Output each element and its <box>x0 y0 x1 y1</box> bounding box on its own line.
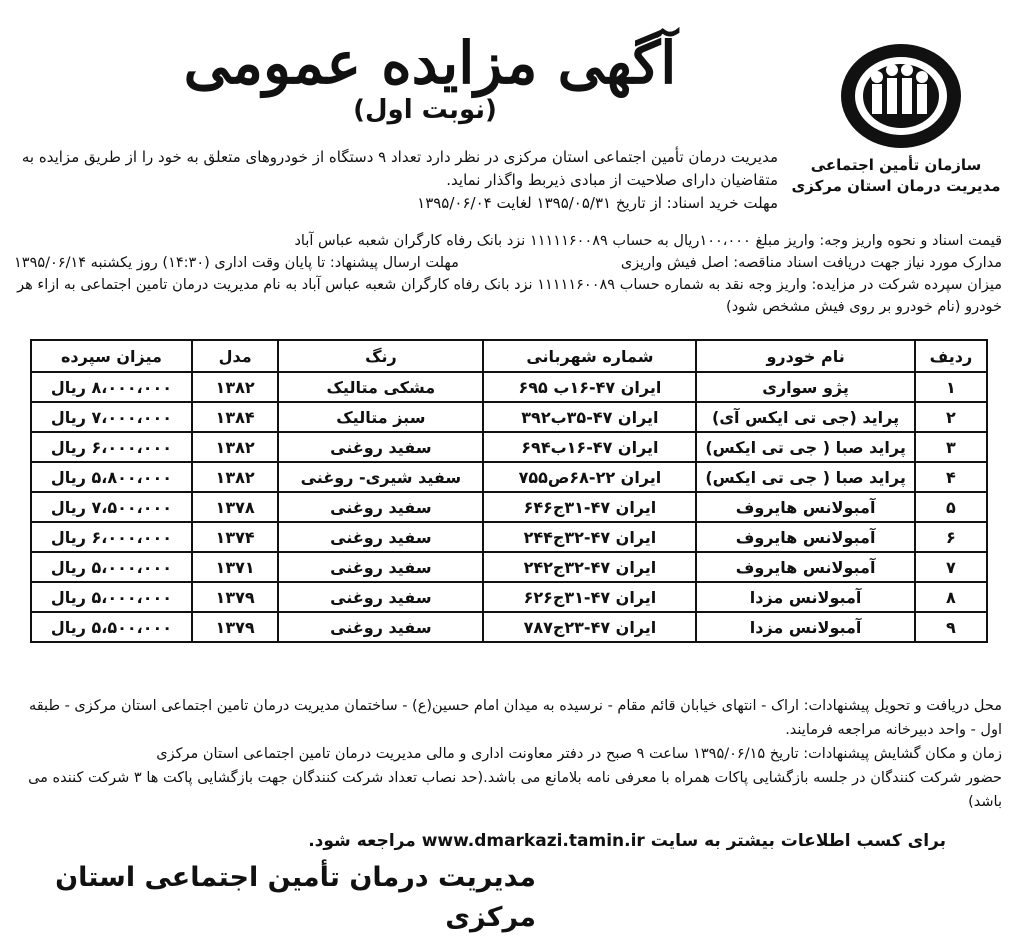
cell-color: سفید روغنی <box>278 582 483 612</box>
cell-row-number: ۵ <box>915 492 987 522</box>
required-documents: مدارک مورد نیاز جهت دریافت اسناد مناقصه: اصل فیش واریزی <box>620 255 1002 271</box>
table-row <box>31 522 987 552</box>
cell-deposit: ۵،۸۰۰،۰۰۰ ریال <box>31 462 192 492</box>
cell-row-number: ۷ <box>915 552 987 582</box>
signature: مدیریت درمان تأمین اجتماعی استان مرکزی <box>55 862 536 933</box>
submission-deadline: مهلت ارسال پیشنهاد: تا پایان وقت اداری (۱۴:۳۰) روز یکشنبه ۱۳۹۵/۰۶/۱۴ <box>14 255 459 271</box>
details-section <box>14 230 1002 318</box>
cell-row-number: ۴ <box>915 462 987 492</box>
cell-plate-number: ایران ۴۷-۳۲ج۲۴۲ <box>483 552 696 582</box>
cell-vehicle-name: پژو سواری <box>696 372 915 402</box>
cell-row-number: ۱ <box>915 372 987 402</box>
attendance-note: حضور شرکت کنندگان در جلسه بازگشایی پاکات همراه با معرفی نامه بلامانع می باشد.(حد نصاب تعداد شرکت کنندگان جهت بازگشایی پاکت ها ۳ شرکت کننده می باشد) <box>28 770 1002 810</box>
header-row-number: ردیف <box>915 340 987 372</box>
cell-row-number: ۳ <box>915 432 987 462</box>
table-row <box>31 372 987 402</box>
notice-title: آگهی مزایده عمومی <box>183 29 677 97</box>
cell-model: ۱۳۷۹ <box>192 582 278 612</box>
footer-section <box>14 694 1002 814</box>
cell-model: ۱۳۸۴ <box>192 402 278 432</box>
cell-vehicle-name: آمبولانس مزدا <box>696 612 915 642</box>
cell-color: سفید روغنی <box>278 552 483 582</box>
cell-vehicle-name: آمبولانس هایروف <box>696 492 915 522</box>
org-line-1: سازمان تأمین اجتماعی <box>810 156 982 174</box>
delivery-location: محل دریافت و تحویل پیشنهادات: اراک - انتهای خیابان قائم مقام - نرسیده به میدان امام حسین(ع) - ساختمان مدیریت درمان تامین اجتماعی استان مرکزی - طبقه اول - واحد دبیرخانه مراجعه فرمایند. <box>28 698 1002 738</box>
cell-vehicle-name: آمبولانس هایروف <box>696 522 915 552</box>
cell-vehicle-name: پراید صبا ( جی تی ایکس) <box>696 432 915 462</box>
cell-vehicle-name: پراید صبا ( جی تی ایکس) <box>696 462 915 492</box>
cell-plate-number: ایران ۴۷-۳۲ج۲۴۴ <box>483 522 696 552</box>
cell-deposit: ۵،۰۰۰،۰۰۰ ریال <box>31 582 192 612</box>
cell-color: سبز متالیک <box>278 402 483 432</box>
cell-deposit: ۸،۰۰۰،۰۰۰ ریال <box>31 372 192 402</box>
table-row <box>31 402 987 432</box>
table-row <box>31 612 987 642</box>
deposit-info: میزان سپرده شرکت در مزایده: واریز وجه نقد به شماره حساب ۱۱۱۱۱۶۰۰۸۹ نزد بانک رفاه کارگران شعبه عباس آباد به نام مدیریت درمان تامین اجتماعی به ازاء هر خودرو (نام خودرو بر روی فیش مشخص شود) <box>17 277 1002 315</box>
cell-plate-number: ایران ۴۷-۱۶ب ۶۹۵ <box>483 372 696 402</box>
notice-subtitle: (نوبت اول) <box>353 95 497 125</box>
cell-vehicle-name: پراید (جی تی ایکس آی) <box>696 402 915 432</box>
vehicles-table <box>30 339 988 643</box>
cell-color: سفید روغنی <box>278 522 483 552</box>
cell-row-number: ۶ <box>915 522 987 552</box>
cell-plate-number: ایران ۴۷-۳۱ج۶۴۶ <box>483 492 696 522</box>
header-model: مدل <box>192 340 278 372</box>
cell-plate-number: ایران ۴۷-۳۵ب۳۹۲ <box>483 402 696 432</box>
cell-plate-number: ایران ۴۷-۱۶ب۶۹۴ <box>483 432 696 462</box>
document-price: قیمت اسناد و نحوه واریز وجه: واریز مبلغ ۱۰۰،۰۰۰ریال به حساب ۱۱۱۱۱۶۰۰۸۹ نزد بانک رفاه کارگران شعبه عباس آباد <box>294 233 1002 249</box>
cell-color: سفید روغنی <box>278 492 483 522</box>
cell-row-number: ۲ <box>915 402 987 432</box>
header-vehicle-name: نام خودرو <box>696 340 915 372</box>
cell-vehicle-name: آمبولانس هایروف <box>696 552 915 582</box>
tamin-ejtemaei-logo-icon <box>836 40 966 152</box>
cell-deposit: ۵،۵۰۰،۰۰۰ ریال <box>31 612 192 642</box>
cell-color: سفید روغنی <box>278 612 483 642</box>
cell-row-number: ۹ <box>915 612 987 642</box>
cell-model: ۱۳۸۲ <box>192 432 278 462</box>
cell-deposit: ۷،۵۰۰،۰۰۰ ریال <box>31 492 192 522</box>
cell-model: ۱۳۸۲ <box>192 372 278 402</box>
cell-plate-number: ایران ۴۷-۳۱ج۶۲۶ <box>483 582 696 612</box>
cell-deposit: ۶،۰۰۰،۰۰۰ ریال <box>31 432 192 462</box>
org-line-2: مدیریت درمان استان مرکزی <box>791 177 1001 195</box>
header-color: رنگ <box>278 340 483 372</box>
cell-color: مشکی متالیک <box>278 372 483 402</box>
cell-model: ۱۳۷۱ <box>192 552 278 582</box>
cell-plate-number: ایران ۴۷-۲۳ج۷۸۷ <box>483 612 696 642</box>
table-row <box>31 462 987 492</box>
opening-time: زمان و مکان گشایش پیشنهادات: تاریخ ۱۳۹۵/۰۶/۱۵ ساعت ۹ صبح در دفتر معاونت اداری و مالی مدیریت درمان تامین اجتماعی استان مرکزی <box>156 746 1002 762</box>
cell-color: سفید روغنی <box>278 432 483 462</box>
cell-color: سفید شیری- روغنی <box>278 462 483 492</box>
cell-deposit: ۶،۰۰۰،۰۰۰ ریال <box>31 522 192 552</box>
cell-deposit: ۵،۰۰۰،۰۰۰ ریال <box>31 552 192 582</box>
cell-deposit: ۷،۰۰۰،۰۰۰ ریال <box>31 402 192 432</box>
table-header-row <box>31 340 987 372</box>
cell-model: ۱۳۸۲ <box>192 462 278 492</box>
table-row <box>31 492 987 522</box>
header-deposit: میزان سپرده <box>31 340 192 372</box>
intro-paragraph <box>14 146 778 215</box>
cell-vehicle-name: آمبولانس مزدا <box>696 582 915 612</box>
table-row <box>31 432 987 462</box>
organization-name <box>786 155 1006 197</box>
cell-model: ۱۳۷۹ <box>192 612 278 642</box>
cell-model: ۱۳۷۸ <box>192 492 278 522</box>
table-row <box>31 582 987 612</box>
cell-row-number: ۸ <box>915 582 987 612</box>
cell-plate-number: ایران ۲۲-۶۸ص۷۵۵ <box>483 462 696 492</box>
intro-text: مدیریت درمان تأمین اجتماعی استان مرکزی در نظر دارد تعداد ۹ دستگاه از خودروهای متعلق به خود را از طریق مزایده به متقاضیان دارای صلاحیت از مبادی ذیربط واگذار نماید. <box>21 148 778 189</box>
table-row <box>31 552 987 582</box>
purchase-deadline: مهلت خرید اسناد: از تاریخ ۱۳۹۵/۰۵/۳۱ لغایت ۱۳۹۵/۰۶/۰۴ <box>417 194 778 212</box>
header-plate-number: شماره شهربانی <box>483 340 696 372</box>
cell-model: ۱۳۷۴ <box>192 522 278 552</box>
website-info: برای کسب اطلاعات بیشتر به سایت www.dmarkazi.tamin.ir مراجعه شود. <box>308 831 946 851</box>
